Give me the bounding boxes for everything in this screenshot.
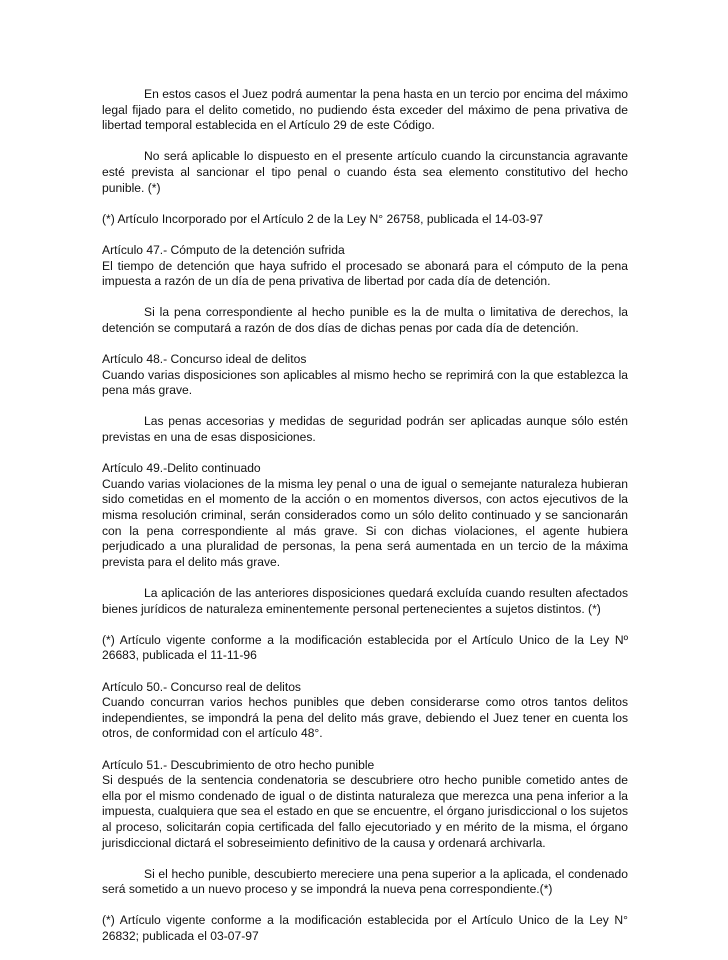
article-50 — [102, 680, 628, 742]
article-51 — [102, 758, 628, 852]
amendment-note: (*) Artículo Incorporado por el Artículo 2 de la Ley N° 26758, publicada el 14-03-97 — [102, 211, 544, 226]
paragraph: No será aplicable lo dispuesto en el presente artículo cuando la circunstancia agravante esté prevista al sancionar el tipo penal o cuando ésta sea elemento constitutivo del hecho punible. (*) — [102, 149, 628, 195]
article-body: Cuando concurran varios hechos punibles que deben considerarse como otros tantos delitos independientes, se impondrá la pena del delito más grave, debiendo el Juez tener en cuenta los otros, de conformidad con el artículo 48°. — [102, 695, 628, 741]
article-heading: Artículo 47.- Cómputo de la detención sufrida — [102, 242, 345, 257]
article-body: Cuando varias disposiciones son aplicables al mismo hecho se reprimirá con la que establezca la pena más grave. — [102, 367, 628, 398]
article-heading: Artículo 48.- Concurso ideal de delitos — [102, 352, 307, 367]
article-heading: Artículo 49.-Delito continuado — [102, 461, 261, 476]
article-49 — [102, 461, 628, 570]
article-body: El tiempo de detención que haya sufrido el procesado se abonará para el cómputo de la pena impuesta a razón de un día de pena privativa de libertad por cada día de detención. — [102, 258, 628, 289]
article-heading: Artículo 51.- Descubrimiento de otro hecho punible — [102, 757, 375, 772]
article-48 — [102, 352, 628, 399]
amendment-note: (*) Artículo vigente conforme a la modificación establecida por el Artículo Unico de la Ley N° 26832; publicada el 03-07-97 — [102, 913, 628, 944]
article-body: Cuando varias violaciones de la misma ley penal o una de igual o semejante naturaleza hubieran sido cometidas en el momento de la acción o en momentos diversos, con actos ejecutivos de la misma resolución criminal, serán considerados como un sólo delito continuado y se sancionarán con la pena correspondiente al más grave. Si con dichas violaciones, el agente hubiera perjudicado a una pluralidad de personas, la pena será aumentada en un tercio de la máxima prevista para el delito más grave. — [102, 476, 628, 569]
paragraph: Las penas accesorias y medidas de seguridad podrán ser aplicadas aunque sólo estén previstas en una de esas disposiciones. — [102, 414, 628, 445]
amendment-note: (*) Artículo vigente conforme a la modificación establecida por el Artículo Unico de la Ley Nº 26683, publicada el 11-11-96 — [102, 632, 628, 663]
paragraph: En estos casos el Juez podrá aumentar la pena hasta en un tercio por encima del máximo legal fijado para el delito cometido, no pudiendo ésta exceder del máximo de pena privativa de libertad temporal establecida en el Artículo 29 de este Código. — [102, 87, 628, 133]
article-body: Si después de la sentencia condenatoria se descubriere otro hecho punible cometido antes de ella por el mismo condenado de igual o de distinta naturaleza que merezca una pena inferior a la impuesta, cualquiera que sea el estado en que se encuentre, el órgano jurisdiccional o los sujetos al proceso, solicitarán copia certificada del fallo ejecutoriado y en mérito de la misma, el órgano jurisdiccional dictará el sobreseimiento definitivo de la causa y ordenará archivarla. — [102, 773, 628, 850]
article-47 — [102, 243, 628, 290]
article-heading: Artículo 50.- Concurso real de delitos — [102, 679, 301, 694]
paragraph: La aplicación de las anteriores disposiciones quedará excluída cuando resulten afectados bienes jurídicos de naturaleza eminentemente personal pertenecientes a sujetos distintos. (*) — [102, 586, 628, 616]
document-page — [102, 87, 628, 960]
paragraph: Si la pena correspondiente al hecho punible es la de multa o limitativa de derechos, la detención se computará a razón de dos días de dichas penas por cada día de detención. — [102, 305, 628, 335]
paragraph: Si el hecho punible, descubierto mereciere una pena superior a la aplicada, el condenado será sometido a un nuevo proceso y se impondrá la nueva pena correspondiente.(*) — [102, 866, 628, 897]
